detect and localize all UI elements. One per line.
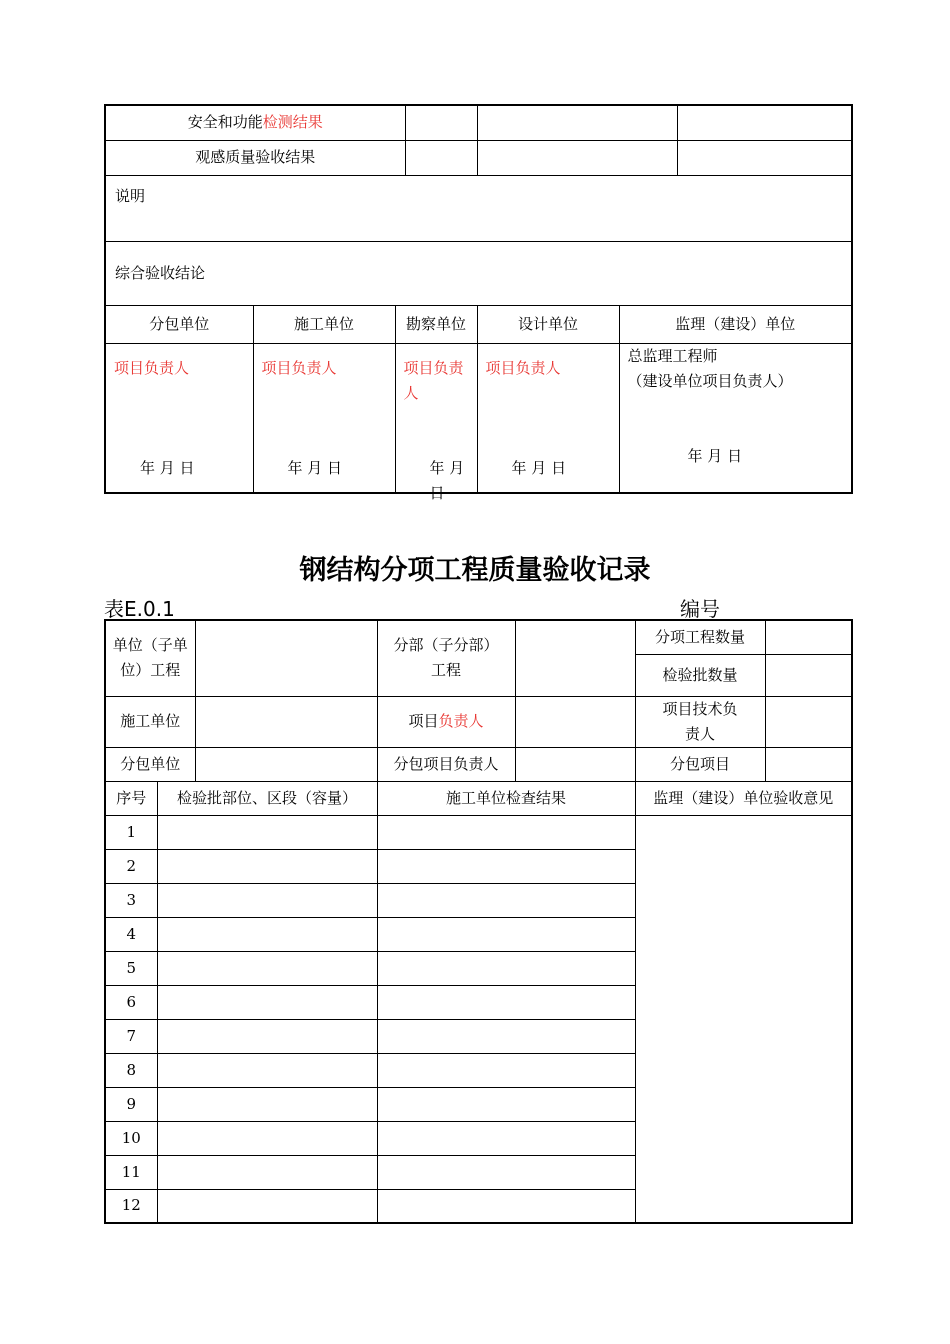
- appearance-cell-2[interactable]: [477, 140, 677, 175]
- row-number: 3: [105, 883, 157, 917]
- date-label: 年 月 日: [287, 458, 343, 477]
- subcontract-item-label: 分包项目: [635, 747, 765, 781]
- batch-location-cell[interactable]: [157, 1053, 377, 1087]
- construction-result-cell[interactable]: [377, 1087, 635, 1121]
- project-manager-label: 项目负责人: [485, 358, 561, 377]
- batch-count-label: 检验批数量: [635, 654, 765, 696]
- construction-result-cell[interactable]: [377, 1121, 635, 1155]
- subcontract-manager-input[interactable]: [515, 747, 635, 781]
- batch-location-cell[interactable]: [157, 951, 377, 985]
- subcontract-manager-label: 分包项目负责人: [377, 747, 515, 781]
- construction-result-cell[interactable]: [377, 883, 635, 917]
- subcontract-unit-input[interactable]: [195, 747, 377, 781]
- batch-location-cell[interactable]: [157, 883, 377, 917]
- page-title: 钢结构分项工程质量验收记录: [299, 555, 651, 586]
- appearance-cell-1[interactable]: [405, 140, 477, 175]
- construction-unit-label: 施工单位: [105, 696, 195, 747]
- batch-location-cell[interactable]: [157, 1121, 377, 1155]
- column-header-no: 序号: [105, 781, 157, 815]
- batch-count-input[interactable]: [765, 654, 852, 696]
- row-number: 5: [105, 951, 157, 985]
- construction-result-cell[interactable]: [377, 1155, 635, 1189]
- safety-cell-3[interactable]: [677, 105, 852, 140]
- row-number: 6: [105, 985, 157, 1019]
- signature-subcontract[interactable]: [105, 343, 253, 493]
- row-number: 11: [105, 1155, 157, 1189]
- column-header-construction-result: 施工单位检查结果: [377, 781, 635, 815]
- signature-design[interactable]: [477, 343, 619, 493]
- unit-project-label: 单位（子单位）工程: [105, 620, 195, 696]
- batch-location-cell[interactable]: [157, 849, 377, 883]
- subcontract-item-input[interactable]: [765, 747, 852, 781]
- construction-result-cell[interactable]: [377, 985, 635, 1019]
- signature-supervision[interactable]: [619, 343, 852, 493]
- supervisor-date-label: 年 月 日: [687, 446, 743, 465]
- row-number: 9: [105, 1087, 157, 1121]
- division-input[interactable]: [515, 620, 635, 696]
- row-number: 10: [105, 1121, 157, 1155]
- unit-header-survey: 勘察单位: [395, 305, 477, 343]
- appearance-quality-label: 观感质量验收结果: [105, 140, 405, 175]
- column-header-batch-location: 检验批部位、区段（容量）: [157, 781, 377, 815]
- date-label: 年 月 日: [511, 458, 567, 477]
- subcontract-unit-label: 分包单位: [105, 747, 195, 781]
- row-number: 4: [105, 917, 157, 951]
- project-manager-label: 项目负责人: [377, 696, 515, 747]
- supervisor-note: （建设单位项目负责人）: [627, 371, 793, 390]
- subitem-count-label: 分项工程数量: [635, 620, 765, 654]
- signature-construction[interactable]: [253, 343, 395, 493]
- date-label: 年 月 日: [140, 458, 195, 477]
- construction-unit-input[interactable]: [195, 696, 377, 747]
- construction-result-cell[interactable]: [377, 1019, 635, 1053]
- batch-location-cell[interactable]: [157, 917, 377, 951]
- construction-result-cell[interactable]: [377, 815, 635, 849]
- subitem-count-input[interactable]: [765, 620, 852, 654]
- unit-project-input[interactable]: [195, 620, 377, 696]
- explanation-label: 说明: [115, 186, 146, 205]
- appearance-cell-3[interactable]: [677, 140, 852, 175]
- batch-location-cell[interactable]: [157, 985, 377, 1019]
- project-manager-label: 项目负责人: [403, 358, 464, 402]
- explanation-field[interactable]: [105, 175, 852, 241]
- column-header-supervision-opinion: 监理（建设）单位验收意见: [635, 781, 852, 815]
- safety-function-label: 安全和功能检测结果: [105, 105, 405, 140]
- construction-result-cell[interactable]: [377, 1053, 635, 1087]
- signature-survey[interactable]: [395, 343, 477, 502]
- unit-header-design: 设计单位: [477, 305, 619, 343]
- tech-manager-label: 项目技术负责人: [635, 696, 765, 747]
- batch-location-cell[interactable]: [157, 1019, 377, 1053]
- batch-location-cell[interactable]: [157, 1189, 377, 1223]
- chief-supervisor-label: 总监理工程师: [627, 346, 718, 365]
- unit-header-subcontract: 分包单位: [105, 305, 253, 343]
- construction-result-cell[interactable]: [377, 1189, 635, 1223]
- safety-cell-2[interactable]: [477, 105, 677, 140]
- form-code: 表E.0.1: [104, 597, 175, 621]
- unit-header-construction: 施工单位: [253, 305, 395, 343]
- date-label: 年 月 日: [429, 458, 465, 502]
- construction-result-cell[interactable]: [377, 917, 635, 951]
- batch-location-cell[interactable]: [157, 815, 377, 849]
- safety-cell-1[interactable]: [405, 105, 477, 140]
- tech-manager-input[interactable]: [765, 696, 852, 747]
- conclusion-label: 综合验收结论: [115, 263, 206, 282]
- row-number: 8: [105, 1053, 157, 1087]
- project-manager-input[interactable]: [515, 696, 635, 747]
- serial-number-label: 编号: [680, 597, 720, 621]
- conclusion-field[interactable]: [105, 241, 852, 305]
- acceptance-summary-table: [104, 104, 853, 502]
- project-manager-label: 项目负责人: [261, 358, 337, 377]
- project-manager-label: 项目负责人: [114, 358, 190, 377]
- row-number: 1: [105, 815, 157, 849]
- unit-header-supervision: 监理（建设）单位: [619, 305, 852, 343]
- row-number: 7: [105, 1019, 157, 1053]
- row-number: 12: [105, 1189, 157, 1223]
- acceptance-record-form: [104, 619, 853, 1224]
- batch-location-cell[interactable]: [157, 1155, 377, 1189]
- division-label: 分部（子分部）工程: [377, 620, 515, 696]
- batch-location-cell[interactable]: [157, 1087, 377, 1121]
- row-number: 2: [105, 849, 157, 883]
- construction-result-cell[interactable]: [377, 951, 635, 985]
- supervision-opinion-cell[interactable]: [635, 815, 852, 1223]
- construction-result-cell[interactable]: [377, 849, 635, 883]
